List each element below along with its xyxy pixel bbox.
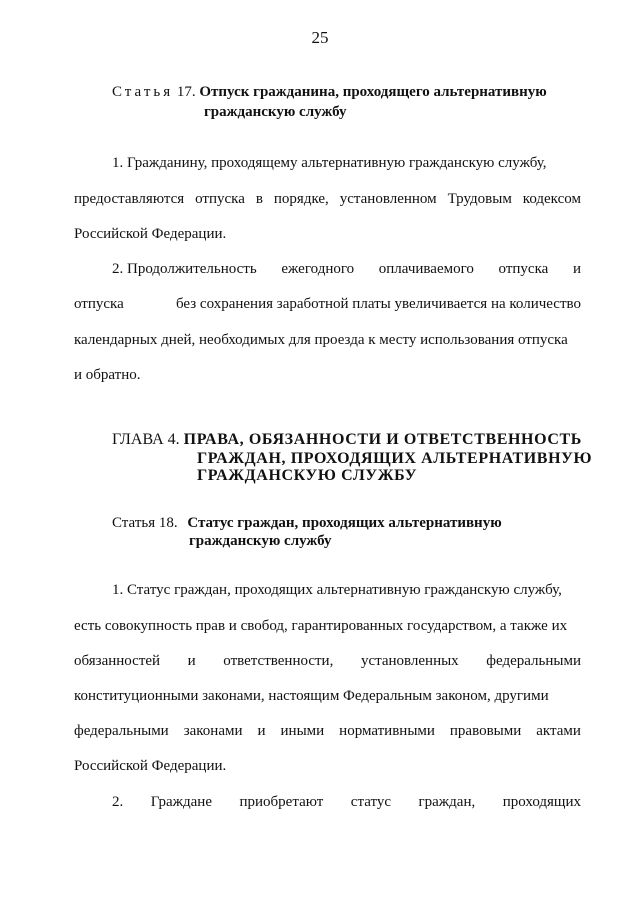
word: отпуска <box>74 296 124 312</box>
article-number: 17. <box>176 84 196 100</box>
article-title-line2: гражданскую службу <box>204 104 347 120</box>
chapter-title-line2: ГРАЖДАН, ПРОХОДЯЩИХ АЛЬТЕРНАТИВНУЮ <box>197 450 593 467</box>
word: 2. <box>112 794 124 810</box>
word: и <box>257 723 266 739</box>
word: отпуска <box>195 191 245 207</box>
article-18-p1-line5 <box>74 721 581 741</box>
word: федеральными <box>74 723 169 739</box>
chapter-title-line1: ПРАВА, ОБЯЗАННОСТИ И ОТВЕТСТВЕННОСТЬ <box>183 431 582 448</box>
article-18-p1-line2: есть совокупность прав и свобод, гарантированных государством, а также их <box>74 618 568 634</box>
word: порядке, <box>273 191 329 207</box>
article-title-line2: гражданскую службу <box>189 533 332 549</box>
word: установленном <box>339 191 437 207</box>
article-17-p2-line3: календарных дней, необходимых для проезда к месту использования отпуска <box>74 332 568 348</box>
article-17-p2-line1 <box>112 259 581 279</box>
chapter-4-heading-line3 <box>197 466 417 486</box>
word: кодексом <box>522 191 581 207</box>
article-label: Статья <box>112 84 174 100</box>
article-18-heading-cont <box>189 531 332 551</box>
word: Граждане <box>150 794 212 810</box>
article-18-p1-line1: 1. Статус граждан, проходящих альтернативную гражданскую службу, <box>112 582 562 598</box>
chapter-4-heading <box>112 430 582 450</box>
word: Трудовым <box>447 191 512 207</box>
article-17-p1-line1: 1. Гражданину, проходящему альтернативную гражданскую службу, <box>112 155 547 171</box>
word: и <box>572 261 581 277</box>
article-17-p1-line3: Российской Федерации. <box>74 226 227 242</box>
word: правовыми <box>449 723 522 739</box>
word: и <box>187 653 196 669</box>
word: приобретают <box>239 794 324 810</box>
word: федеральными <box>486 653 581 669</box>
article-18-p1-line4: конституционными законами, настоящим Федеральным законом, другими <box>74 688 549 704</box>
article-17-p1-line2 <box>74 189 581 209</box>
word: актами <box>536 723 581 739</box>
word: ответственности, <box>223 653 334 669</box>
word: ежегодного <box>281 261 355 277</box>
word: 2. Продолжительность <box>112 261 257 277</box>
word: отпуска <box>498 261 549 277</box>
word: законами <box>183 723 243 739</box>
article-17-p2-line4: и обратно. <box>74 367 141 383</box>
word: установленных <box>360 653 459 669</box>
word: нормативными <box>339 723 435 739</box>
chapter-label: ГЛАВА 4. <box>112 431 180 448</box>
word: оплачиваемого <box>378 261 474 277</box>
word: без сохранения заработной платы увеличивается на количество <box>175 296 581 312</box>
article-18-heading <box>112 513 502 533</box>
word: иными <box>280 723 325 739</box>
chapter-title-line3: ГРАЖДАНСКУЮ СЛУЖБУ <box>197 467 418 484</box>
article-label: Статья 18. <box>112 515 178 531</box>
word: статус <box>350 794 391 810</box>
article-18-p2-line1 <box>112 792 581 812</box>
word: в <box>255 191 263 207</box>
article-18-p1-line6: Российской Федерации. <box>74 758 227 774</box>
word: предоставляются <box>74 191 185 207</box>
article-17-heading-cont <box>204 102 347 122</box>
article-title-line1: Статус граждан, проходящих альтернативную <box>187 515 502 531</box>
article-title-line1: Отпуск гражданина, проходящего альтернативную <box>199 84 547 100</box>
page-number: 25 <box>311 28 329 47</box>
article-17-heading <box>112 82 582 102</box>
word: проходящих <box>502 794 581 810</box>
article-17-p2-line2 <box>74 294 581 314</box>
article-18-p1-line3 <box>74 651 581 671</box>
word: обязанностей <box>74 653 161 669</box>
word: граждан, <box>418 794 476 810</box>
